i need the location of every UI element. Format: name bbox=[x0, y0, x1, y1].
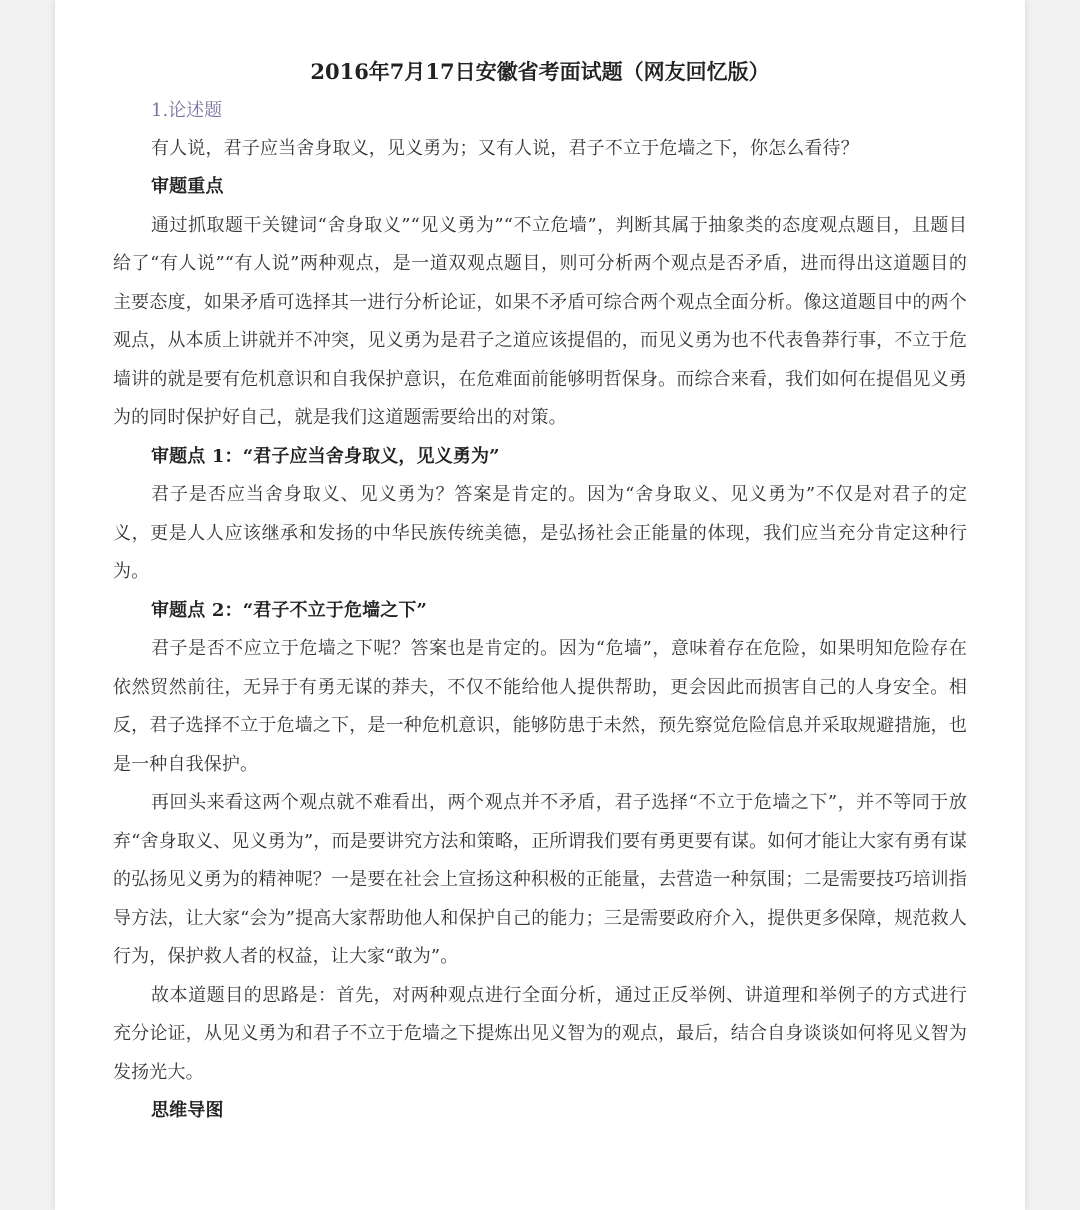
point-1-body: 君子是否应当舍身取义、见义勇为？答案是肯定的。因为“舍身取义、见义勇为”不仅是对君子的定义，更是人人应该继承和发扬的中华民族传统美德，是弘扬社会正能量的体现，我们应当充分肯定这种行为。 bbox=[113, 484, 967, 582]
question-text: 有人说，君子应当舍身取义，见义勇为；又有人说，君子不立于危墙之下，你怎么看待？ bbox=[151, 138, 859, 159]
document-page bbox=[55, 0, 1025, 1210]
point-2-heading: 审题点 2：“君子不立于危墙之下” bbox=[151, 599, 428, 621]
question-label: 1.论述题 bbox=[151, 100, 223, 121]
document-title: 2016年7月17日安徽省考面试题（网友回忆版） bbox=[310, 59, 770, 84]
mindmap-heading: 思维导图 bbox=[151, 1100, 224, 1121]
point-1-heading: 审题点 1：“君子应当舍身取义，见义勇为” bbox=[151, 445, 500, 467]
conclusion-paragraph: 故本道题目的思路是：首先，对两种观点进行全面分析，通过正反举例、讲道理和举例子的方式进行充分论证，从见义勇为和君子不立于危墙之下提炼出见义智为的观点，最后，结合自身谈谈如何将见义智为发扬光大。 bbox=[113, 984, 967, 1083]
analysis-paragraph: 再回头来看这两个观点就不难看出，两个观点并不矛盾，君子选择“不立于危墙之下”，并不等同于放弃“舍身取义、见义勇为”，而是要讲究方法和策略，正所谓我们要有勇更要有谋。如何才能让大家有勇有谋的弘扬见义勇为的精神呢？一是要在社会上宣扬这种积极的正能量，去营造一种氛围；二是需要技巧培训指导方法，让大家“会为”提高大家帮助他人和保护自己的能力；三是需要政府介入，提供更多保障，规范救人行为，保护救人者的权益，让大家“敢为”。 bbox=[113, 792, 967, 967]
section-heading-review-focus: 审题重点 bbox=[151, 176, 224, 197]
section-body-review-focus: 通过抓取题干关键词“舍身取义”“见义勇为”“不立危墙”，判断其属于抽象类的态度观点题目，且题目给了“有人说”“有人说”两种观点，是一道双观点题目，则可分析两个观点是否矛盾，进而得出这道题目的主要态度，如果矛盾可选择其一进行分析论证，如果不矛盾可综合两个观点全面分析。像这道题目中的两个观点，从本质上讲就并不冲突，见义勇为是君子之道应该提倡的，而见义勇为也不代表鲁莽行事，不立于危墙讲的就是要有危机意识和自我保护意识，在危难面前能够明哲保身。而综合来看，我们如何在提倡见义勇为的同时保护好自己，就是我们这道题需要给出的对策。 bbox=[113, 214, 967, 428]
point-2-body: 君子是否不应立于危墙之下呢？答案也是肯定的。因为“危墙”，意味着存在危险，如果明知危险存在依然贸然前往，无异于有勇无谋的莽夫，不仅不能给他人提供帮助，更会因此而损害自己的人身安全。相反，君子选择不立于危墙之下，是一种危机意识，能够防患于未然，预先察觉危险信息并采取规避措施，也是一种自我保护。 bbox=[113, 638, 967, 775]
